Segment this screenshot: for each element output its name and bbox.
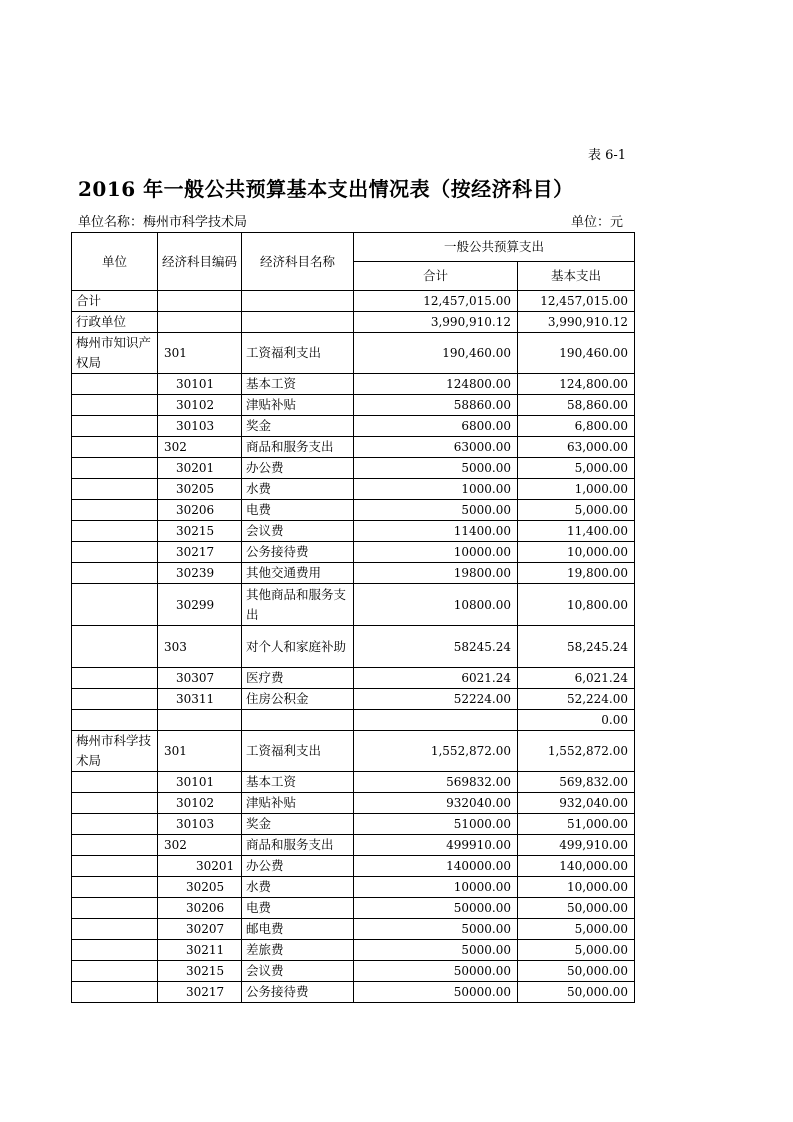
- cell-basic: 1,000.00: [518, 479, 635, 500]
- cell-unit: [72, 940, 158, 961]
- cell-unit: [72, 500, 158, 521]
- cell-total: 12,457,015.00: [354, 291, 518, 312]
- cell-code: 302: [158, 835, 242, 856]
- cell-unit: 合计: [72, 291, 158, 312]
- cell-name: 工资福利支出: [242, 333, 354, 374]
- cell-basic: 140,000.00: [518, 856, 635, 877]
- table-row: [72, 395, 635, 416]
- document-number: 表 6-1: [588, 148, 627, 163]
- cell-unit: [72, 542, 158, 563]
- cell-unit: [72, 458, 158, 479]
- table-row: [72, 563, 635, 584]
- cell-code: 30217: [158, 982, 242, 1003]
- table-row: [72, 710, 635, 731]
- cell-unit: [72, 626, 158, 668]
- table-row: [72, 416, 635, 437]
- cell-unit: [72, 793, 158, 814]
- header-total: 合计: [354, 262, 518, 291]
- cell-name: [242, 291, 354, 312]
- cell-name: 对个人和家庭补助: [242, 626, 354, 668]
- cell-total: 63000.00: [354, 437, 518, 458]
- cell-name: 会议费: [242, 961, 354, 982]
- table-row: [72, 961, 635, 982]
- table-row: [72, 835, 635, 856]
- table-row: [72, 793, 635, 814]
- cell-unit: [72, 772, 158, 793]
- cell-total: 10000.00: [354, 877, 518, 898]
- table-row: [72, 856, 635, 877]
- cell-unit: [72, 521, 158, 542]
- cell-code: 30201: [158, 856, 242, 877]
- unit-of-measure-label: 单位：元: [571, 215, 624, 230]
- cell-unit: [72, 563, 158, 584]
- cell-basic: 190,460.00: [518, 333, 635, 374]
- cell-total: 5000.00: [354, 940, 518, 961]
- cell-code: 30217: [158, 542, 242, 563]
- table-row: [72, 772, 635, 793]
- cell-code: 30206: [158, 898, 242, 919]
- cell-basic: 50,000.00: [518, 961, 635, 982]
- cell-code: 30307: [158, 668, 242, 689]
- cell-basic: 12,457,015.00: [518, 291, 635, 312]
- cell-code: [158, 291, 242, 312]
- cell-code: 30103: [158, 416, 242, 437]
- cell-basic: 58,860.00: [518, 395, 635, 416]
- cell-name: 电费: [242, 500, 354, 521]
- cell-name: 奖金: [242, 416, 354, 437]
- table-row: [72, 584, 635, 626]
- cell-name: 基本工资: [242, 772, 354, 793]
- cell-unit: [72, 395, 158, 416]
- cell-unit: [72, 437, 158, 458]
- cell-unit: [72, 584, 158, 626]
- cell-total: 499910.00: [354, 835, 518, 856]
- cell-unit: [72, 710, 158, 731]
- cell-code: 301: [158, 333, 242, 374]
- cell-name: 办公费: [242, 458, 354, 479]
- cell-code: 30239: [158, 563, 242, 584]
- cell-total: 50000.00: [354, 961, 518, 982]
- cell-total: 50000.00: [354, 982, 518, 1003]
- header-general-budget: 一般公共预算支出: [354, 233, 635, 262]
- cell-basic: 58,245.24: [518, 626, 635, 668]
- cell-name: 工资福利支出: [242, 731, 354, 772]
- table-row: [72, 689, 635, 710]
- cell-total: 51000.00: [354, 814, 518, 835]
- cell-code: 30102: [158, 395, 242, 416]
- cell-name: 公务接待费: [242, 982, 354, 1003]
- table-row: [72, 458, 635, 479]
- cell-code: [158, 312, 242, 333]
- cell-total: 569832.00: [354, 772, 518, 793]
- cell-name: 商品和服务支出: [242, 835, 354, 856]
- cell-total: 58245.24: [354, 626, 518, 668]
- cell-basic: 5,000.00: [518, 458, 635, 479]
- cell-code: 30101: [158, 772, 242, 793]
- cell-name: 水费: [242, 479, 354, 500]
- cell-name: 公务接待费: [242, 542, 354, 563]
- table-row: [72, 731, 635, 772]
- cell-unit: [72, 835, 158, 856]
- cell-basic: 3,990,910.12: [518, 312, 635, 333]
- cell-code: 30215: [158, 961, 242, 982]
- table-row: [72, 542, 635, 563]
- cell-name: 津贴补贴: [242, 793, 354, 814]
- cell-total: 190,460.00: [354, 333, 518, 374]
- table-row: [72, 940, 635, 961]
- cell-basic: 6,021.24: [518, 668, 635, 689]
- cell-basic: 5,000.00: [518, 919, 635, 940]
- cell-code: 30205: [158, 877, 242, 898]
- cell-name: [242, 312, 354, 333]
- header-code: 经济科目编码: [158, 233, 242, 291]
- budget-table-body: [72, 233, 635, 1003]
- table-row: [72, 521, 635, 542]
- table-row: [72, 668, 635, 689]
- cell-name: 医疗费: [242, 668, 354, 689]
- table-row: [72, 919, 635, 940]
- cell-basic: 19,800.00: [518, 563, 635, 584]
- cell-name: 住房公积金: [242, 689, 354, 710]
- header-basic: 基本支出: [518, 262, 635, 291]
- header-unit: 单位: [72, 233, 158, 291]
- cell-name: 津贴补贴: [242, 395, 354, 416]
- cell-unit: [72, 877, 158, 898]
- cell-total: 6021.24: [354, 668, 518, 689]
- cell-basic: 124,800.00: [518, 374, 635, 395]
- cell-unit: 梅州市科学技术局: [72, 731, 158, 772]
- cell-total: [354, 710, 518, 731]
- table-row: [72, 814, 635, 835]
- cell-total: 50000.00: [354, 898, 518, 919]
- cell-name: 会议费: [242, 521, 354, 542]
- cell-total: 5000.00: [354, 458, 518, 479]
- cell-name: 基本工资: [242, 374, 354, 395]
- cell-basic: 52,224.00: [518, 689, 635, 710]
- cell-basic: 10,000.00: [518, 542, 635, 563]
- cell-basic: 10,800.00: [518, 584, 635, 626]
- cell-basic: 5,000.00: [518, 500, 635, 521]
- cell-name: 商品和服务支出: [242, 437, 354, 458]
- cell-code: 30205: [158, 479, 242, 500]
- cell-unit: [72, 416, 158, 437]
- table-row: [72, 877, 635, 898]
- cell-name: 其他交通费用: [242, 563, 354, 584]
- cell-code: 30211: [158, 940, 242, 961]
- cell-total: 932040.00: [354, 793, 518, 814]
- unit-name-label: 单位名称：梅州市科学技术局: [78, 215, 248, 230]
- cell-unit: [72, 982, 158, 1003]
- table-header-row: [72, 233, 635, 262]
- cell-name: 奖金: [242, 814, 354, 835]
- cell-total: 3,990,910.12: [354, 312, 518, 333]
- cell-total: 58860.00: [354, 395, 518, 416]
- cell-basic: 50,000.00: [518, 982, 635, 1003]
- cell-code: 30311: [158, 689, 242, 710]
- cell-unit: [72, 898, 158, 919]
- cell-basic: 5,000.00: [518, 940, 635, 961]
- cell-total: 52224.00: [354, 689, 518, 710]
- cell-basic: 6,800.00: [518, 416, 635, 437]
- table-row: [72, 437, 635, 458]
- cell-code: 30101: [158, 374, 242, 395]
- cell-name: 邮电费: [242, 919, 354, 940]
- cell-total: 124800.00: [354, 374, 518, 395]
- cell-code: 301: [158, 731, 242, 772]
- page-title: 2016 年一般公共预算基本支出情况表（按经济科目）: [78, 177, 574, 201]
- cell-unit: [72, 479, 158, 500]
- table-row: [72, 626, 635, 668]
- cell-total: 5000.00: [354, 919, 518, 940]
- cell-basic: 0.00: [518, 710, 635, 731]
- cell-code: 302: [158, 437, 242, 458]
- cell-total: 10800.00: [354, 584, 518, 626]
- cell-basic: 499,910.00: [518, 835, 635, 856]
- cell-code: 30207: [158, 919, 242, 940]
- cell-code: 30201: [158, 458, 242, 479]
- table-row: [72, 500, 635, 521]
- table-row: [72, 333, 635, 374]
- budget-table: [71, 232, 635, 1003]
- cell-name: 差旅费: [242, 940, 354, 961]
- cell-total: 11400.00: [354, 521, 518, 542]
- cell-unit: [72, 374, 158, 395]
- cell-name: [242, 710, 354, 731]
- table-row: [72, 374, 635, 395]
- cell-basic: 63,000.00: [518, 437, 635, 458]
- cell-code: 30206: [158, 500, 242, 521]
- cell-code: 30299: [158, 584, 242, 626]
- cell-basic: 50,000.00: [518, 898, 635, 919]
- table-row: [72, 312, 635, 333]
- cell-name: 办公费: [242, 856, 354, 877]
- cell-basic: 51,000.00: [518, 814, 635, 835]
- cell-unit: [72, 961, 158, 982]
- cell-basic: 1,552,872.00: [518, 731, 635, 772]
- cell-total: 1000.00: [354, 479, 518, 500]
- cell-code: 30102: [158, 793, 242, 814]
- cell-total: 140000.00: [354, 856, 518, 877]
- cell-basic: 932,040.00: [518, 793, 635, 814]
- cell-total: 5000.00: [354, 500, 518, 521]
- cell-total: 1,552,872.00: [354, 731, 518, 772]
- cell-unit: [72, 856, 158, 877]
- cell-total: 6800.00: [354, 416, 518, 437]
- table-row: [72, 291, 635, 312]
- cell-code: [158, 710, 242, 731]
- table-row: [72, 982, 635, 1003]
- cell-name: 其他商品和服务支出: [242, 584, 354, 626]
- cell-code: 303: [158, 626, 242, 668]
- cell-unit: 梅州市知识产权局: [72, 333, 158, 374]
- cell-basic: 10,000.00: [518, 877, 635, 898]
- cell-basic: 569,832.00: [518, 772, 635, 793]
- cell-unit: [72, 814, 158, 835]
- header-name: 经济科目名称: [242, 233, 354, 291]
- cell-name: 水费: [242, 877, 354, 898]
- cell-unit: 行政单位: [72, 312, 158, 333]
- cell-total: 10000.00: [354, 542, 518, 563]
- table-row: [72, 898, 635, 919]
- table-row: [72, 479, 635, 500]
- cell-unit: [72, 689, 158, 710]
- cell-unit: [72, 668, 158, 689]
- cell-code: 30103: [158, 814, 242, 835]
- cell-name: 电费: [242, 898, 354, 919]
- cell-unit: [72, 919, 158, 940]
- cell-total: 19800.00: [354, 563, 518, 584]
- cell-basic: 11,400.00: [518, 521, 635, 542]
- cell-code: 30215: [158, 521, 242, 542]
